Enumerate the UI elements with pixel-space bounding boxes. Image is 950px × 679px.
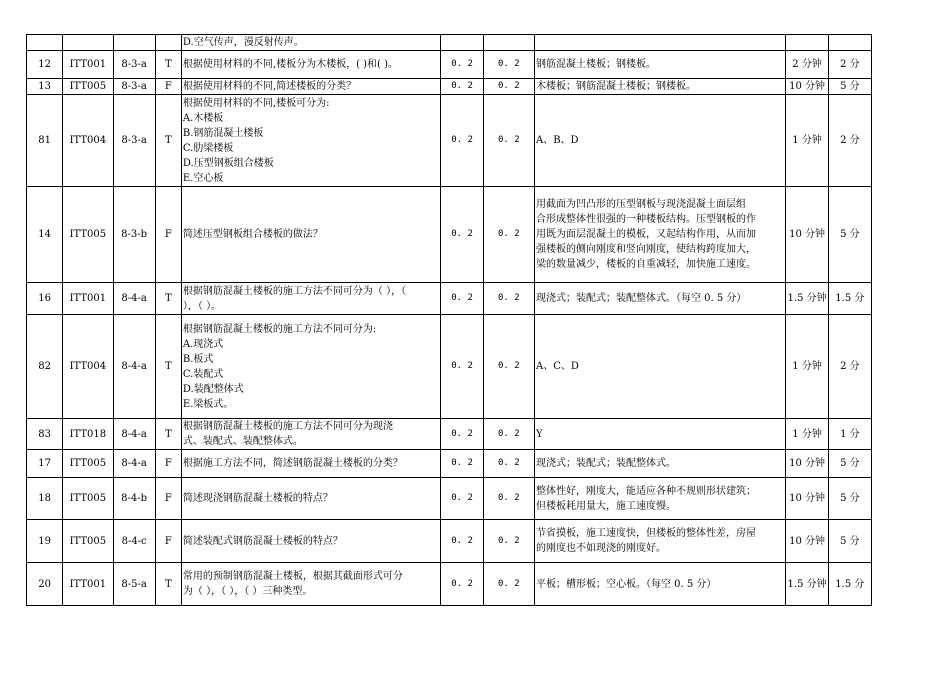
- cell-item-code: ITT005: [63, 478, 113, 520]
- cell-time: 10 分钟: [786, 450, 828, 478]
- table-row: [27, 520, 872, 563]
- table-row: [27, 283, 872, 315]
- cell-answer: [534, 95, 785, 187]
- cell-time: 1 分钟: [786, 95, 828, 187]
- cell-question: [181, 35, 441, 51]
- cell-item-code: ITT005: [63, 450, 113, 478]
- cell-answer: [534, 283, 785, 315]
- cell-question-line: A.现浇式: [182, 338, 224, 350]
- cell-question: [181, 95, 441, 187]
- cell-type: T: [155, 95, 181, 187]
- table-row: [27, 95, 872, 187]
- cell-number: [27, 35, 63, 51]
- cell-number: 17: [27, 450, 63, 478]
- cell-discrimination: 0. 2: [483, 187, 534, 283]
- cell-chapter: 8-3-a: [113, 51, 155, 79]
- cell-type: F: [155, 187, 181, 283]
- cell-question-line: 根据钢筋混凝土楼板的施工方法不同可分为（ ），（: [182, 285, 407, 297]
- cell-answer: [534, 419, 785, 450]
- cell-score: 2 分: [828, 51, 871, 79]
- cell-question: [181, 450, 441, 478]
- cell-discrimination: 0. 2: [483, 315, 534, 419]
- cell-question: [181, 419, 441, 450]
- cell-score: 1.5 分: [828, 283, 871, 315]
- cell-question-line: C.肋梁楼板: [182, 142, 234, 154]
- cell-answer: [534, 51, 785, 79]
- cell-difficulty: 0. 2: [441, 79, 483, 95]
- cell-answer: [534, 315, 785, 419]
- cell-answer-line: 节省摸板，施工速度快，但楼板的整体性差，房屋: [535, 528, 756, 539]
- table-row: [27, 51, 872, 79]
- cell-answer: [534, 563, 785, 606]
- cell-chapter: 8-3-a: [113, 79, 155, 95]
- cell-number: 81: [27, 95, 63, 187]
- table-row: [27, 563, 872, 606]
- cell-answer-line: 但楼板耗用量大，施工速度慢。: [535, 500, 676, 512]
- cell-discrimination: 0. 2: [483, 51, 534, 79]
- cell-difficulty: 0. 2: [441, 95, 483, 187]
- cell-question: [181, 79, 441, 95]
- cell-answer-line: 合形成整体性很强的一种楼板结构。压型钢板的作: [535, 214, 756, 225]
- cell-question: [181, 478, 441, 520]
- cell-score: 2 分: [828, 315, 871, 419]
- cell-question: [181, 563, 441, 606]
- cell-question-line: D.空气传声，漫反射传声。: [182, 37, 304, 48]
- cell-discrimination: 0. 2: [483, 450, 534, 478]
- cell-number: 20: [27, 563, 63, 606]
- cell-item-code: ITT005: [63, 79, 113, 95]
- cell-chapter: 8-3-b: [113, 187, 155, 283]
- cell-score: 5 分: [828, 79, 871, 95]
- cell-time: 1 分钟: [786, 419, 828, 450]
- table-body: [27, 35, 872, 606]
- cell-item-code: ITT005: [63, 187, 113, 283]
- cell-discrimination: [483, 35, 534, 51]
- cell-score: 5 分: [828, 478, 871, 520]
- cell-type: T: [155, 51, 181, 79]
- cell-answer-line: 木楼板；钢筋混凝土楼板；钢楼板。: [535, 81, 696, 92]
- cell-item-code: ITT001: [63, 51, 113, 79]
- cell-number: 13: [27, 79, 63, 95]
- cell-question-line: 根据钢筋混凝土楼板的施工方法不同可分为:: [182, 323, 377, 335]
- cell-question-line: 为（ ），（ ），（ ）三种类型。: [182, 586, 313, 597]
- question-bank-table: [26, 34, 872, 606]
- cell-question-line: D.装配整体式: [182, 383, 244, 395]
- cell-type: F: [155, 478, 181, 520]
- cell-question-line: 根据钢筋混凝土楼板的施工方法不同可分为现浇: [182, 421, 393, 432]
- cell-item-code: ITT018: [63, 419, 113, 450]
- cell-question-line: C.装配式: [182, 368, 224, 380]
- cell-score: 2 分: [828, 95, 871, 187]
- cell-answer-line: 现浇式；装配式；装配整体式。: [535, 458, 676, 469]
- cell-number: 18: [27, 478, 63, 520]
- cell-question-line: 根据施工方法不同，简述钢筋混凝土楼板的分类？: [182, 458, 403, 469]
- cell-answer: [534, 79, 785, 95]
- cell-time: 1 分钟: [786, 315, 828, 419]
- cell-chapter: 8-3-a: [113, 95, 155, 187]
- cell-question-line: A.木楼板: [182, 112, 224, 124]
- cell-type: F: [155, 79, 181, 95]
- cell-item-code: ITT004: [63, 315, 113, 419]
- cell-discrimination: 0. 2: [483, 520, 534, 563]
- cell-question-line: E.梁板式。: [182, 398, 234, 410]
- cell-item-code: [63, 35, 113, 51]
- cell-difficulty: 0. 2: [441, 283, 483, 315]
- cell-discrimination: 0. 2: [483, 563, 534, 606]
- cell-answer-line: 整体性好，刚度大，能适应各种不规则形状建筑；: [535, 485, 756, 497]
- cell-score: 5 分: [828, 520, 871, 563]
- cell-type: T: [155, 283, 181, 315]
- cell-number: 83: [27, 419, 63, 450]
- cell-time: [786, 35, 828, 51]
- cell-question-line: 简述现浇钢筋混凝土楼板的特点？: [182, 493, 333, 504]
- cell-answer: [534, 187, 785, 283]
- cell-question-line: 根据使用材料的不同,楼板分为木楼板，( )和( )。: [182, 59, 399, 70]
- cell-chapter: 8-4-a: [113, 419, 155, 450]
- cell-time: 10 分钟: [786, 187, 828, 283]
- cell-item-code: ITT001: [63, 563, 113, 606]
- table-row: [27, 315, 872, 419]
- cell-answer-line: A、B、D: [535, 135, 579, 146]
- cell-chapter: 8-4-a: [113, 450, 155, 478]
- cell-difficulty: 0. 2: [441, 419, 483, 450]
- cell-type: F: [155, 450, 181, 478]
- cell-score: 5 分: [828, 450, 871, 478]
- table-row: [27, 79, 872, 95]
- cell-difficulty: 0. 2: [441, 450, 483, 478]
- cell-difficulty: 0. 2: [441, 51, 483, 79]
- cell-answer-line: 钢筋混凝土楼板；钢楼板。: [535, 59, 656, 70]
- cell-answer-line: 强楼板的侧向刚度和竖向刚度，使结构跨度加大，: [535, 244, 756, 255]
- cell-item-code: ITT004: [63, 95, 113, 187]
- table-row: [27, 419, 872, 450]
- cell-question-line: 根据使用材料的不同,简述楼板的分类？: [182, 81, 357, 92]
- cell-question-line: B.板式: [182, 353, 214, 365]
- cell-question: [181, 315, 441, 419]
- table-row: [27, 450, 872, 478]
- cell-difficulty: 0. 2: [441, 563, 483, 606]
- cell-discrimination: 0. 2: [483, 419, 534, 450]
- cell-question: [181, 187, 441, 283]
- cell-difficulty: 0. 2: [441, 478, 483, 520]
- cell-answer-line: Y: [535, 428, 543, 440]
- cell-answer-line: 的刚度也不如现浇的刚度好。: [535, 543, 666, 554]
- cell-answer-line: A、C、D: [535, 361, 579, 372]
- cell-answer-line: 用截面为凹凸形的压型钢板与现浇混凝土面层组: [535, 199, 746, 210]
- cell-discrimination: 0. 2: [483, 283, 534, 315]
- cell-question-line: B.钢筋混凝土楼板: [182, 127, 264, 139]
- cell-chapter: 8-4-b: [113, 478, 155, 520]
- cell-question-line: 简述装配式钢筋混凝土楼板的特点？: [182, 535, 343, 547]
- cell-answer-line: 用既为面层混凝土的模板，又起结构作用，从而加: [535, 229, 756, 240]
- cell-type: T: [155, 315, 181, 419]
- cell-number: 19: [27, 520, 63, 563]
- cell-chapter: 8-4-a: [113, 283, 155, 315]
- cell-time: 2 分钟: [786, 51, 828, 79]
- cell-chapter: 8-4-a: [113, 315, 155, 419]
- cell-question: [181, 520, 441, 563]
- cell-number: 16: [27, 283, 63, 315]
- cell-time: 10 分钟: [786, 520, 828, 563]
- cell-type: T: [155, 563, 181, 606]
- cell-difficulty: 0. 2: [441, 520, 483, 563]
- table-row: [27, 187, 872, 283]
- cell-type: T: [155, 419, 181, 450]
- cell-answer: [534, 35, 785, 51]
- cell-type: F: [155, 520, 181, 563]
- cell-answer: [534, 450, 785, 478]
- cell-question: [181, 283, 441, 315]
- cell-answer: [534, 478, 785, 520]
- cell-question-line: D.压型钢板组合楼板: [182, 157, 274, 169]
- cell-time: 10 分钟: [786, 79, 828, 95]
- cell-difficulty: 0. 2: [441, 315, 483, 419]
- cell-question-line: 简述压型钢板组合楼板的做法？: [182, 229, 323, 240]
- table-row: [27, 35, 872, 51]
- cell-time: 1.5 分钟: [786, 283, 828, 315]
- cell-difficulty: [441, 35, 483, 51]
- cell-score: 5 分: [828, 187, 871, 283]
- cell-discrimination: 0. 2: [483, 79, 534, 95]
- cell-question-line: 常用的预制钢筋混凝土楼板，根据其截面形式可分: [182, 571, 403, 582]
- cell-item-code: ITT001: [63, 283, 113, 315]
- cell-chapter: 8-5-a: [113, 563, 155, 606]
- cell-question: [181, 51, 441, 79]
- cell-type: [155, 35, 181, 51]
- cell-answer: [534, 520, 785, 563]
- cell-question-line: E.空心板: [182, 172, 224, 184]
- cell-difficulty: 0. 2: [441, 187, 483, 283]
- cell-discrimination: 0. 2: [483, 95, 534, 187]
- cell-number: 82: [27, 315, 63, 419]
- cell-score: 1.5 分: [828, 563, 871, 606]
- cell-discrimination: 0. 2: [483, 478, 534, 520]
- cell-chapter: 8-4-c: [113, 520, 155, 563]
- cell-number: 14: [27, 187, 63, 283]
- cell-question-line: 根据使用材料的不同,楼板可分为:: [182, 97, 330, 109]
- cell-score: [828, 35, 871, 51]
- cell-time: 1.5 分钟: [786, 563, 828, 606]
- cell-question-line: ），（ ）。: [182, 300, 222, 312]
- cell-time: 10 分钟: [786, 478, 828, 520]
- cell-answer-line: 现浇式；装配式；装配整体式。（每空 0. 5 分）: [535, 293, 747, 304]
- table-row: [27, 478, 872, 520]
- cell-number: 12: [27, 51, 63, 79]
- cell-question-line: 式、装配式、装配整体式。: [182, 436, 303, 447]
- cell-score: 1 分: [828, 419, 871, 450]
- cell-item-code: ITT005: [63, 520, 113, 563]
- cell-chapter: [113, 35, 155, 51]
- cell-answer-line: 梁的数量减少，楼板的自重减轻，加快施工速度。: [535, 259, 756, 270]
- cell-answer-line: 平板；槽形板；空心板。（每空 0. 5 分）: [535, 578, 717, 590]
